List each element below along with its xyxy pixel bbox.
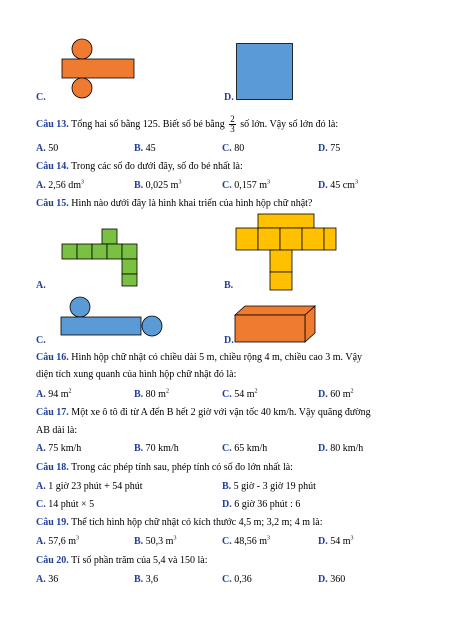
q17-option-b[interactable]: [134, 443, 179, 454]
question-13-number: Câu 13.: [36, 118, 69, 130]
question-16-text-line1: Hình hộp chữ nhật có chiều dài 5 m, chiều rộng 4 m, chiều cao 3 m. Vậy: [71, 352, 363, 363]
q14-option-b[interactable]: [134, 180, 181, 191]
q15-option-b-label[interactable]: B.: [224, 280, 234, 291]
option-label: A.: [36, 536, 46, 547]
option-exponent: 3: [267, 535, 271, 542]
option-value: 360: [330, 574, 346, 585]
option-label: C.: [222, 389, 232, 400]
question-18-text: Trong các phép tính sau, phép tính có số đo lớn nhất là:: [71, 462, 293, 473]
q18-option-d[interactable]: [222, 499, 300, 510]
q15-option-c-label[interactable]: C.: [36, 335, 46, 346]
option-exponent: 3: [76, 535, 80, 542]
q19-option-c[interactable]: [222, 536, 270, 547]
question-17-text-line1: Một xe ô tô đi từ A đến B hết 2 giờ với vận tốc 40 km/h. Vậy quãng đường: [71, 407, 371, 418]
q18-option-a[interactable]: [36, 481, 143, 492]
option-value: 94 m: [48, 389, 69, 400]
question-18-number: Câu 18.: [36, 462, 69, 473]
q14-option-c[interactable]: [222, 180, 270, 191]
option-value: 45 cm: [330, 180, 355, 191]
fraction-numerator: 2: [230, 114, 235, 124]
option-value: 0,157 m: [234, 180, 268, 191]
option-value: 75: [330, 143, 341, 154]
question-20: [36, 555, 207, 567]
question-18: [36, 462, 293, 474]
q16-option-b[interactable]: [134, 389, 169, 400]
option-value: 50,3 m: [145, 536, 174, 547]
question-17-number: Câu 17.: [36, 407, 69, 418]
option-label: A.: [36, 443, 46, 454]
option-exponent: 2: [350, 388, 354, 395]
figure-square: [236, 43, 296, 103]
question-16: [36, 352, 362, 364]
option-exponent: 3: [350, 535, 354, 542]
fraction-denominator: 3: [230, 124, 235, 134]
option-value: 54 m: [330, 536, 351, 547]
option-label: C.: [222, 536, 232, 547]
question-16-number: Câu 16.: [36, 352, 69, 363]
q19-option-b[interactable]: [134, 536, 176, 547]
option-value: 36: [48, 574, 59, 585]
option-value: 65 km/h: [234, 443, 268, 454]
option-label: D.: [222, 499, 232, 510]
question-15-number: Câu 15.: [36, 198, 69, 209]
option-label: A.: [36, 481, 46, 492]
q17-option-a[interactable]: [36, 443, 81, 454]
option-exponent: 3: [173, 535, 177, 542]
q18-option-b[interactable]: [222, 481, 316, 492]
option-label: A.: [36, 180, 46, 191]
q16-option-a[interactable]: [36, 389, 72, 400]
question-20-text: Tỉ số phần trăm của 5,4 và 150 là:: [71, 555, 208, 566]
option-value: 3,6: [145, 574, 159, 585]
option-value: 80 m: [145, 389, 166, 400]
option-label: A.: [36, 389, 46, 400]
option-label: C.: [36, 499, 46, 510]
option-label: B.: [222, 481, 232, 492]
question-19-number: Câu 19.: [36, 517, 69, 528]
option-exponent: 2: [165, 388, 169, 395]
option-exponent: 3: [81, 179, 85, 186]
option-exponent: 3: [267, 179, 271, 186]
question-17-text-line2: AB dài là:: [36, 425, 78, 436]
q17-option-d[interactable]: [318, 443, 363, 454]
question-19: [36, 517, 323, 529]
q17-option-c[interactable]: [222, 443, 267, 454]
option-label: B.: [134, 389, 144, 400]
option-label: D.: [318, 536, 328, 547]
option-value: 80 km/h: [330, 443, 364, 454]
option-value: 5 giờ - 3 giờ 19 phút: [233, 481, 316, 492]
q13-option-c[interactable]: [222, 143, 244, 154]
option-value: 1 giờ 23 phút + 54 phút: [48, 481, 143, 492]
option-label: C.: [222, 180, 232, 191]
question-20-number: Câu 20.: [36, 555, 69, 566]
option-label: B.: [134, 574, 144, 585]
option-value: 0,025 m: [145, 180, 179, 191]
option-label: D.: [318, 574, 328, 585]
option-label: C.: [222, 143, 232, 154]
option-label: B.: [134, 536, 144, 547]
option-exponent: 2: [68, 388, 72, 395]
option-label: D.: [318, 143, 328, 154]
question-15-text: Hình nào dưới đây là hình khai triển của hình hộp chữ nhật?: [71, 198, 313, 209]
q15-option-d-label[interactable]: D.: [224, 335, 234, 346]
q16-option-d[interactable]: [318, 389, 354, 400]
question-16-line2: [36, 369, 236, 381]
q20-option-c[interactable]: [222, 574, 252, 585]
figure-blue-net[interactable]: [60, 296, 170, 346]
q14-option-d[interactable]: [318, 180, 358, 191]
question-13-text-b: số lớn. Vậy số lớn đó là:: [240, 118, 339, 130]
q13-option-d[interactable]: [318, 143, 340, 154]
option-value: 0,36: [234, 574, 252, 585]
option-value: 70 km/h: [145, 443, 179, 454]
q13-option-b[interactable]: [134, 143, 156, 154]
question-17-line2: [36, 425, 77, 437]
option-value: 60 m: [330, 389, 351, 400]
question-13-fraction: [229, 115, 236, 134]
q20-option-d[interactable]: [318, 574, 345, 585]
question-15: [36, 198, 312, 210]
option-exponent: 3: [178, 179, 182, 186]
option-label: B.: [134, 443, 144, 454]
question-14: [36, 161, 243, 173]
question-17: [36, 407, 371, 419]
option-value: 2,56 dm: [48, 180, 82, 191]
option-label: C.: [222, 574, 232, 585]
question-16-text-line2: diện tích xung quanh của hình hộp chữ nhật đó là:: [36, 369, 237, 380]
question-19-text: Thể tích hình hộp chữ nhật có kích thước 4,5 m; 3,2 m; 4 m là:: [71, 517, 323, 528]
q20-option-b[interactable]: [134, 574, 158, 585]
option-value: 45: [145, 143, 156, 154]
q15-option-a-label[interactable]: A.: [36, 280, 46, 291]
q19-option-a[interactable]: [36, 536, 79, 547]
q19-option-d[interactable]: [318, 536, 354, 547]
q13-option-a[interactable]: [36, 143, 58, 154]
option-value: 50: [48, 143, 59, 154]
q18-option-c[interactable]: [36, 499, 94, 510]
q14-option-a[interactable]: [36, 180, 84, 191]
figure-orange-box[interactable]: [234, 305, 324, 350]
question-13: [36, 115, 338, 134]
option-value: 14 phút × 5: [48, 499, 95, 510]
option-label: B.: [134, 143, 144, 154]
figure-green-net[interactable]: [62, 228, 152, 288]
option-exponent: 2: [254, 388, 258, 395]
option-value: 80: [234, 143, 245, 154]
option-value: 6 giờ 36 phút : 6: [234, 499, 301, 510]
question-13-text-a: Tổng hai số bằng 125. Biết số bé bằng: [71, 118, 225, 130]
option-label: A.: [36, 143, 46, 154]
option-label: D.: [318, 443, 328, 454]
option-value: 48,56 m: [234, 536, 268, 547]
option-c-label-top: C.: [36, 92, 46, 103]
option-value: 54 m: [234, 389, 255, 400]
option-label: C.: [222, 443, 232, 454]
option-label: A.: [36, 574, 46, 585]
question-14-text: Trong các số đo dưới đây, số đo bé nhất là:: [71, 161, 243, 172]
option-d-label-top: D.: [224, 92, 234, 103]
question-14-number: Câu 14.: [36, 161, 69, 172]
figure-cylinder-net: [60, 38, 140, 108]
figure-yellow-net[interactable]: [236, 213, 346, 293]
option-value: 57,6 m: [48, 536, 77, 547]
option-label: D.: [318, 180, 328, 191]
option-value: 75 km/h: [48, 443, 82, 454]
option-label: D.: [318, 389, 328, 400]
q16-option-c[interactable]: [222, 389, 258, 400]
option-label: B.: [134, 180, 144, 191]
option-exponent: 3: [354, 179, 358, 186]
q20-option-a[interactable]: [36, 574, 58, 585]
